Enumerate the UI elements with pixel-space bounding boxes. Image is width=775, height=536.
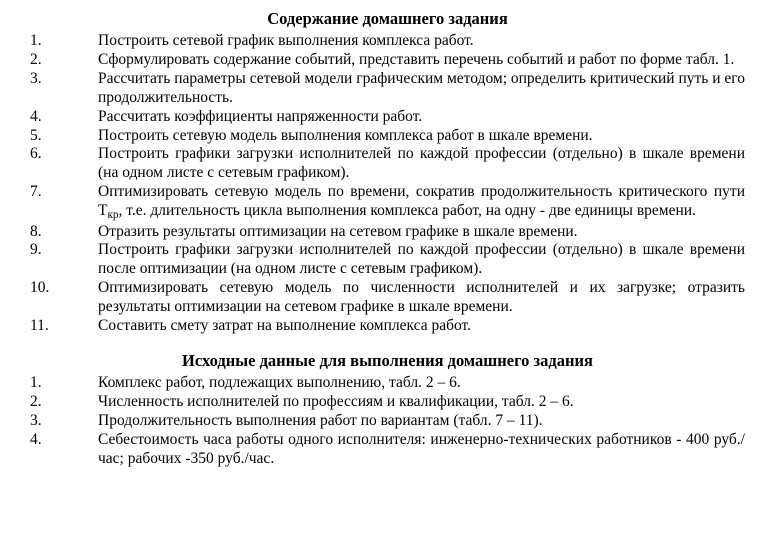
list-item-text: Рассчитать параметры сетевой модели графическим методом; определить критический путь и его продолжительность. (98, 69, 745, 106)
list-item-text: Численность исполнителей по профессиям и квалификации, табл. 2 – 6. (98, 392, 574, 410)
list-item (30, 374, 745, 393)
list-item-text: Продолжительность выполнения работ по вариантам (табл. 7 – 11). (98, 411, 543, 429)
list-item-text-part-2: , т.е. длительность цикла выполнения комплекса работ, на одну - две единицы времени. (118, 202, 696, 220)
list-item-number: 9. (30, 241, 42, 259)
section-title: Исходные данные для выполнения домашнего задания (182, 350, 593, 370)
list-item (30, 279, 745, 317)
list-item (30, 317, 745, 336)
list-item-text: Построить сетевой график выполнения комплекса работ. (98, 31, 474, 49)
list-item-text: Сформулировать содержание событий, представить перечень событий и работ по форме табл. 1. (98, 50, 735, 68)
list-item-text: Построить сетевую модель выполнения комплекса работ в шкале времени. (98, 126, 593, 144)
list-item-number: 4. (30, 430, 42, 448)
list-item (30, 241, 745, 279)
list-item-text: Комплекс работ, подлежащих выполнению, табл. 2 – 6. (98, 373, 461, 391)
list-item-text: Построить графики загрузки исполнителей по каждой профессии (отдельно) в шкале времени после оптимизации (на одном листе с сетевым графиком). (98, 241, 745, 278)
list-item (30, 223, 745, 242)
list-item-text (98, 183, 745, 222)
list-item-text: Рассчитать коэффициенты напряженности работ. (98, 107, 423, 125)
list-item-number: 6. (30, 145, 42, 163)
list-item-number: 3. (30, 411, 42, 429)
list-item (30, 393, 745, 412)
list-item-text: Отразить результаты оптимизации на сетевом графике в шкале времени. (98, 222, 578, 240)
list-item (30, 70, 745, 108)
list-item-number: 1. (30, 373, 42, 391)
list-item-text: Себестоимость часа работы одного исполнителя: инженерно-технических работников - 400 руб./час; рабочих -350 руб./час. (98, 430, 745, 467)
list-item (30, 51, 745, 70)
list-item-number: 4. (30, 107, 42, 125)
list-item (30, 183, 745, 222)
list-item-text: Оптимизировать сетевую модель по численности исполнителей и их загрузке; отразить результаты оптимизации на сетевом графике в шкале времени. (98, 279, 745, 316)
list-item-number: 1. (30, 31, 42, 49)
list-item-number: 2. (30, 392, 42, 410)
list-item (30, 145, 745, 183)
list-item (30, 108, 745, 127)
list-item (30, 431, 745, 469)
list-item-number: 10. (30, 279, 50, 297)
list-item-text: Составить смету затрат на выполнение комплекса работ. (98, 317, 472, 335)
list-item-text-part-1: Оптимизировать сетевую модель по времени, сократив продолжительность критического пути Т (98, 183, 745, 220)
list-item-number: 8. (30, 222, 42, 240)
list-item-number: 11. (30, 317, 49, 335)
list-item (30, 32, 745, 51)
list-item-text: Построить графики загрузки исполнителей по каждой профессии (отдельно) в шкале времени (на одном листе с сетевым графиком). (98, 145, 745, 182)
list-item-number: 2. (30, 50, 42, 68)
page-title: Содержание домашнего задания (267, 9, 508, 28)
list-item (30, 127, 745, 146)
list-item-number: 3. (30, 69, 42, 87)
subscript-kr: кр (107, 208, 119, 221)
list-item-number: 7. (30, 183, 42, 201)
list-item-number: 5. (30, 126, 42, 144)
list-item (30, 412, 745, 431)
